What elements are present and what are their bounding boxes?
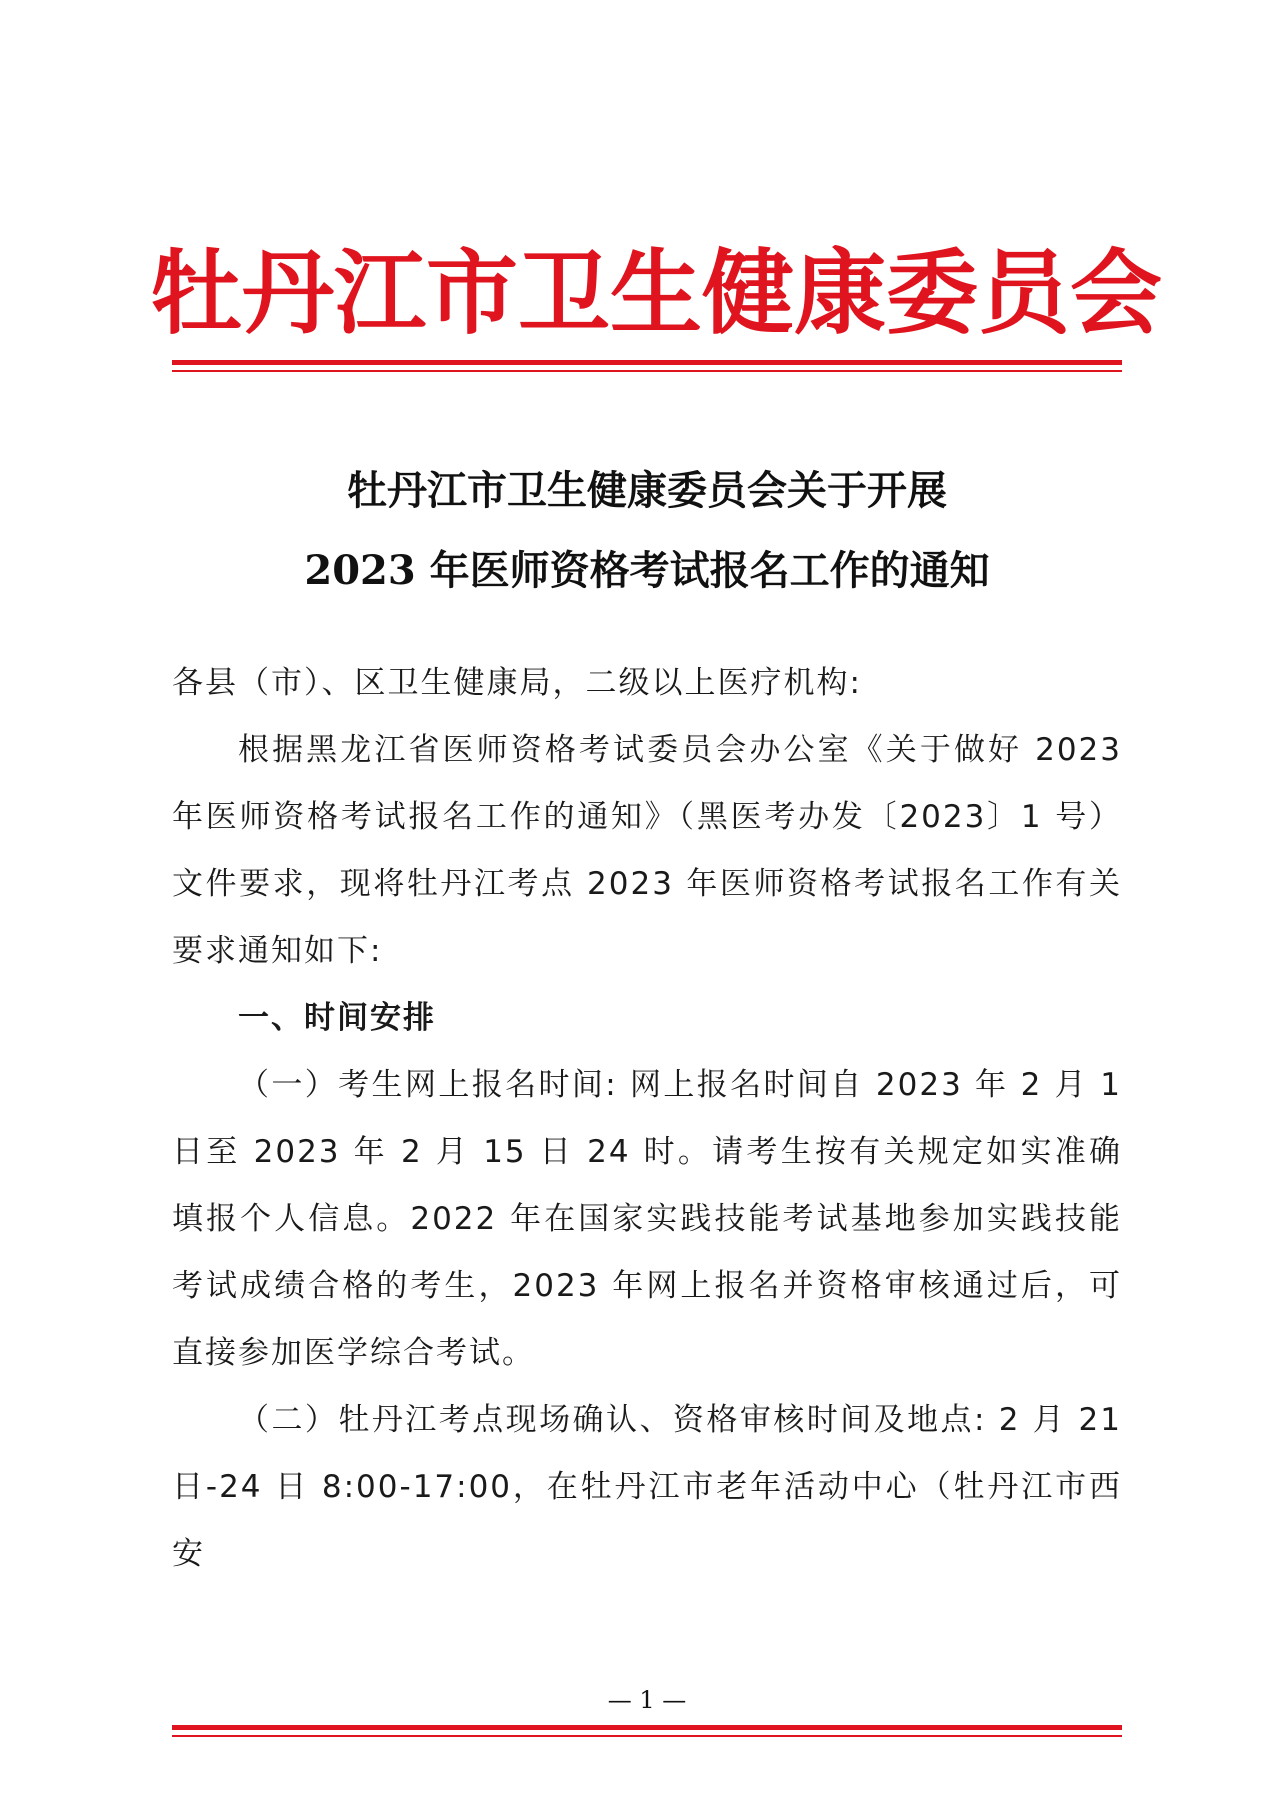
footer-rule-thick [172, 1725, 1122, 1730]
masthead-rule-thick [172, 360, 1122, 365]
intro-paragraph: 根据黑龙江省医师资格考试委员会办公室《关于做好 2023 年医师资格考试报名工作的通知》（黑医考办发〔2023〕1 号）文件要求，现将牡丹江考点 2023 年医师资格考试报名工作有关要求通知如下: [172, 732, 1122, 969]
document-title-line1: 牡丹江市卫生健康委员会关于开展 [347, 467, 947, 514]
page-number: — 1 — [607, 1686, 687, 1714]
salutation: 各县（市）、区卫生健康局，二级以上医疗机构: [172, 665, 862, 701]
schedule-item-2: （二）牡丹江考点现场确认、资格审核时间及地点: 2 月 21 日-24 日 8:00-17:00，在牡丹江市老年活动中心（牡丹江市西安 [172, 1402, 1122, 1572]
section-heading-schedule: 一、时间安排 [238, 1000, 436, 1036]
document-title-line2: 2023 年医师资格考试报名工作的通知 [304, 547, 990, 594]
footer-rule-thin [172, 1735, 1122, 1737]
masthead-rule-thin [172, 370, 1122, 372]
masthead-org-name: 牡丹江市卫生健康委员会 [150, 239, 1163, 347]
schedule-item-1: （一）考生网上报名时间: 网上报名时间自 2023 年 2 月 1 日至 2023 年 2 月 15 日 24 时。请考生按有关规定如实准确填报个人信息。2022 年在国家实践技能考试基地参加实践技能考试成绩合格的考生，2023 年网上报名并资格审核通过后，可直接参加医学综合考试。 [172, 1067, 1122, 1371]
document-body [172, 650, 1122, 1588]
